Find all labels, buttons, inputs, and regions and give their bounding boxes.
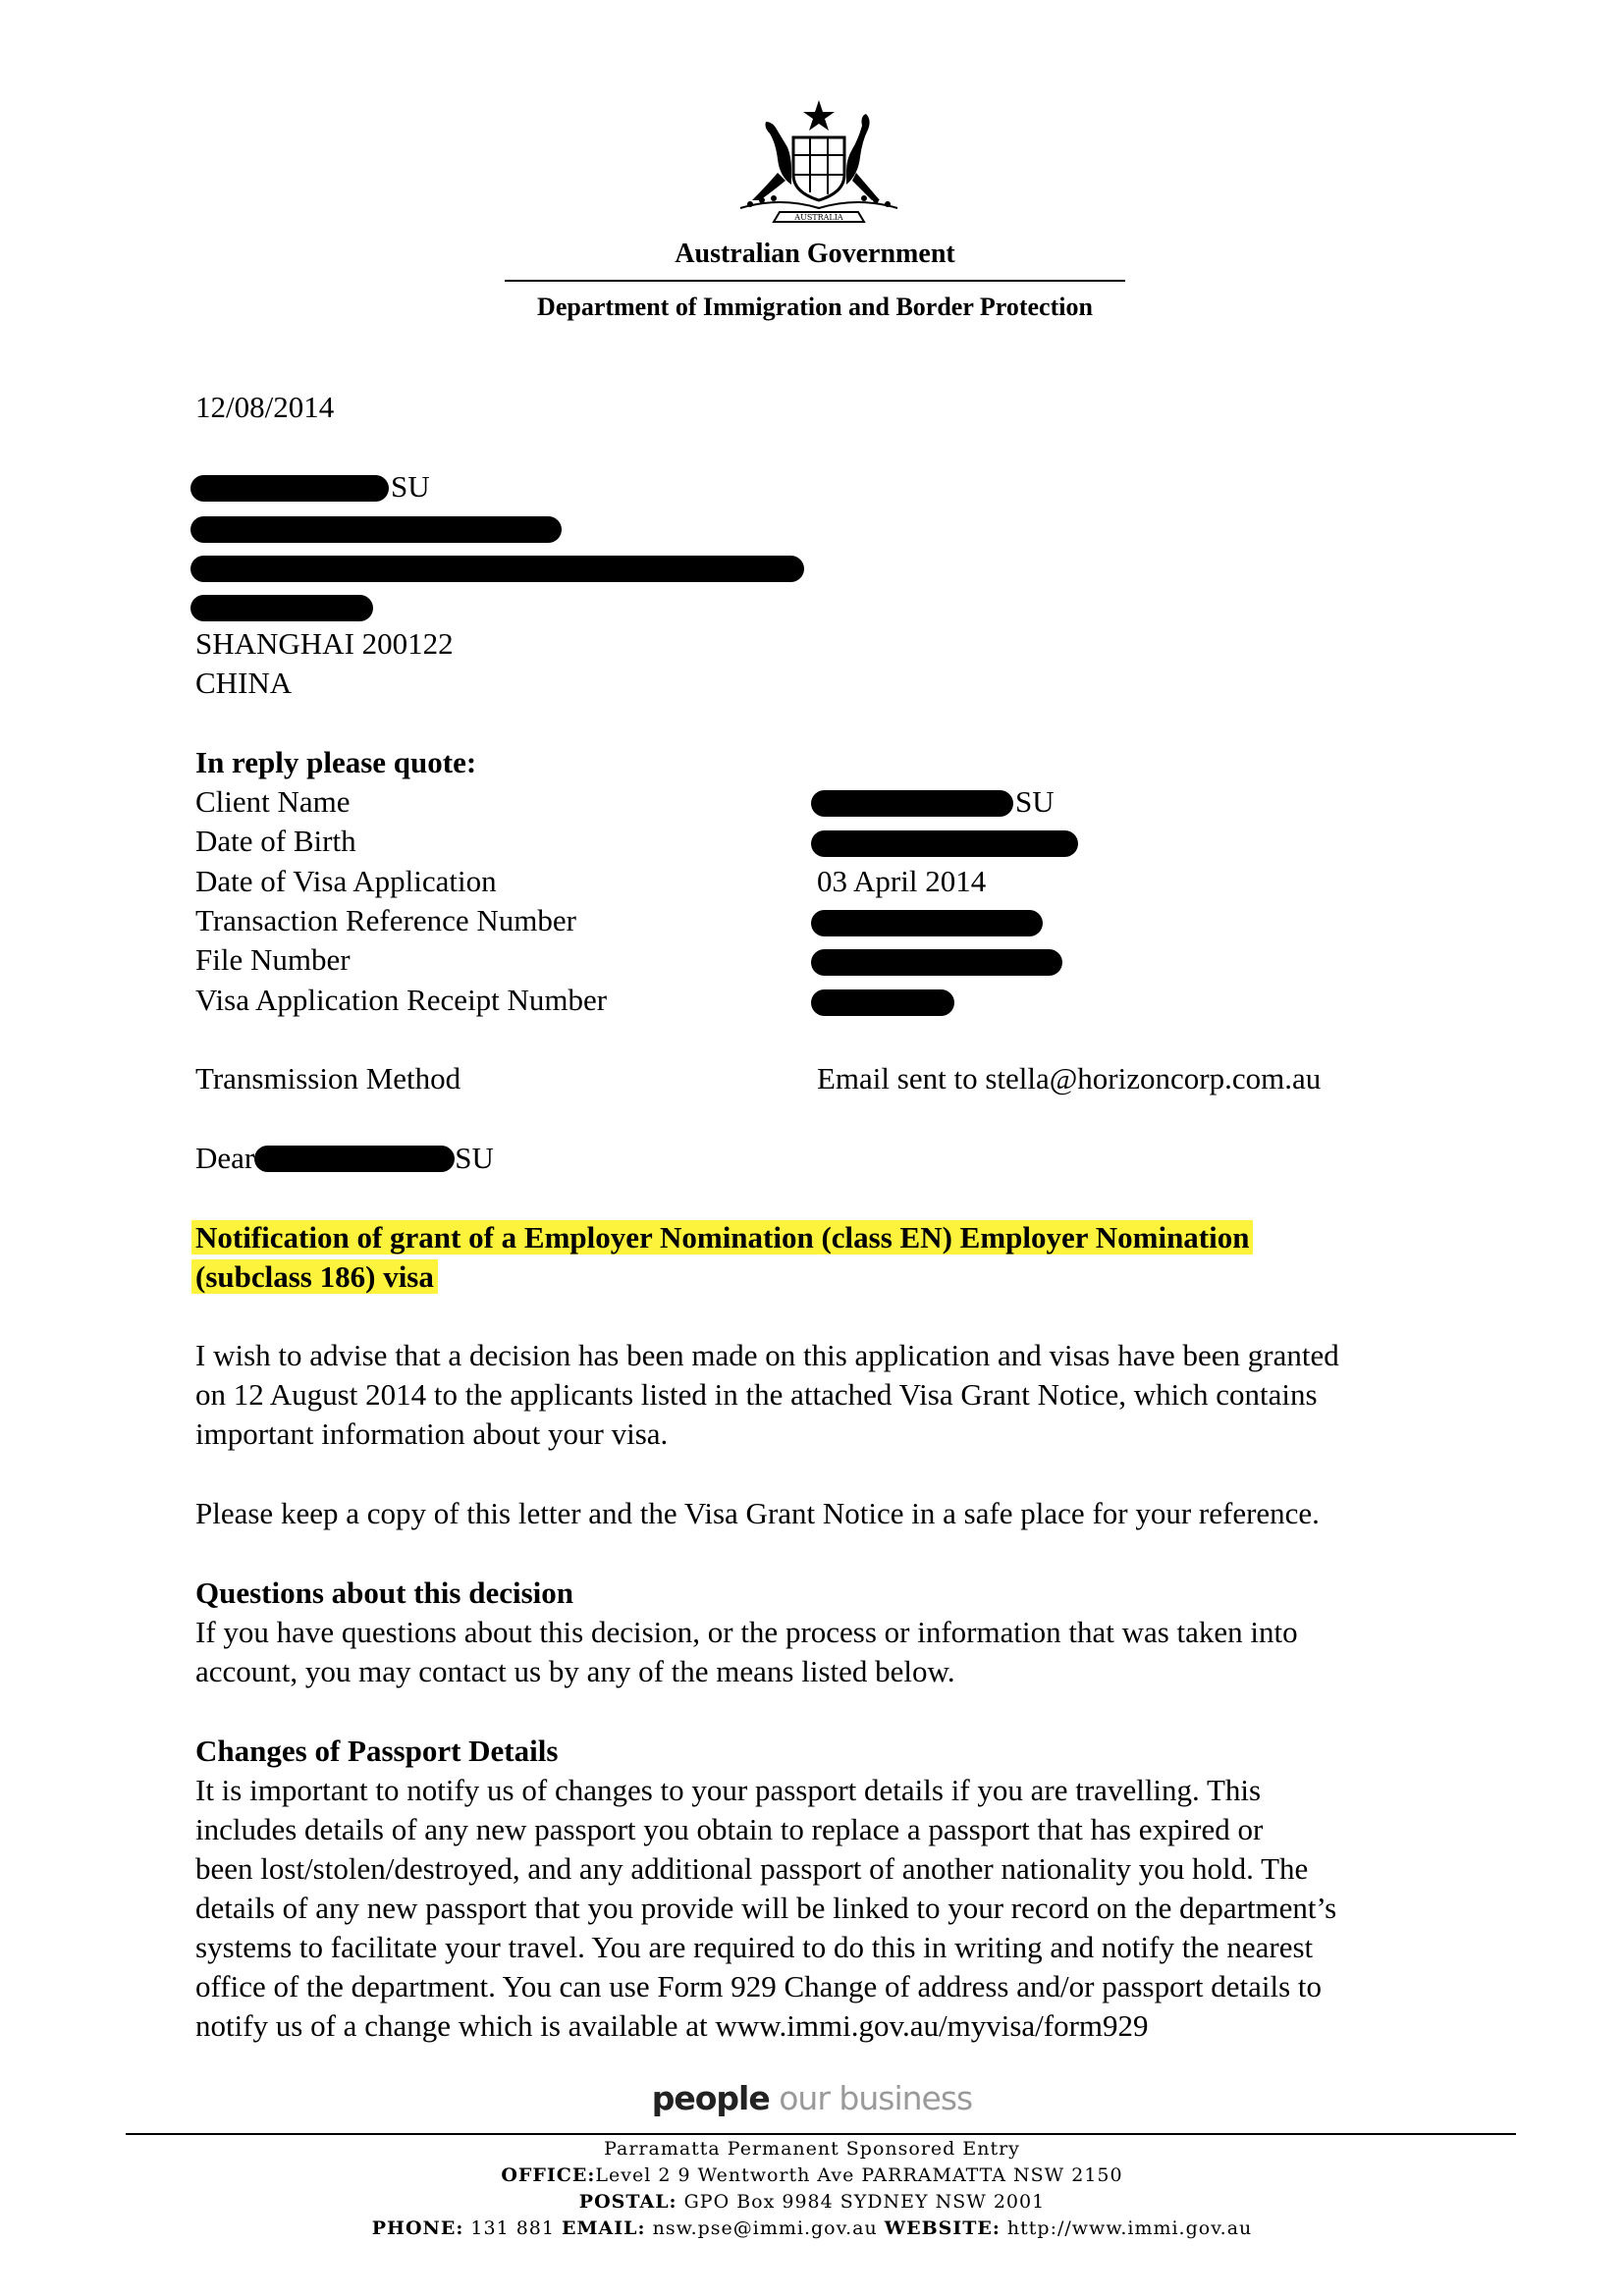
transmission-value: Email sent to stella@horizoncorp.com.au bbox=[817, 1061, 1322, 1095]
body-text: If you have questions about this decision, or the process or information that was taken into bbox=[195, 1615, 1298, 1649]
address-country: CHINA bbox=[195, 666, 293, 700]
body-text: account, you may contact us by any of the means listed below. bbox=[195, 1654, 955, 1688]
government-title: Australian Government bbox=[675, 239, 955, 269]
department-name: Department of Immigration and Border Protection bbox=[537, 293, 1093, 321]
body-text: details of any new passport that you provide will be linked to your record on the department’s bbox=[195, 1891, 1337, 1925]
footer-brand: people our business bbox=[651, 2079, 973, 2117]
redacted-address-line bbox=[190, 516, 562, 543]
quote-value: SU bbox=[1015, 784, 1055, 819]
body-text: office of the department. You can use Form 929 Change of address and/or passport details to bbox=[195, 1969, 1323, 2003]
footer-postal: POSTAL: GPO Box 9984 SYDNEY NSW 2001 bbox=[578, 2191, 1046, 2213]
quote-label: Client Name bbox=[195, 784, 351, 819]
redacted-name bbox=[190, 475, 389, 502]
quote-heading: In reply please quote: bbox=[195, 745, 477, 779]
address-name-suffix: SU bbox=[391, 469, 430, 504]
body-text: on 12 August 2014 to the applicants listed in the attached Visa Grant Notice, which contains bbox=[195, 1377, 1318, 1412]
footer-office-name: Parramatta Permanent Sponsored Entry bbox=[604, 2138, 1020, 2160]
body-text: It is important to notify us of changes to your passport details if you are travelling. This bbox=[195, 1773, 1262, 1807]
body-text: systems to facilitate your travel. You are required to do this in writing and notify the nearest bbox=[195, 1930, 1314, 1964]
salutation-suffix: SU bbox=[455, 1141, 494, 1175]
footer-contact: PHONE: 131 881 EMAIL: nsw.pse@immi.gov.au WEBSITE: http://www.immi.gov.au bbox=[371, 2217, 1253, 2239]
header-divider bbox=[505, 280, 1125, 282]
body-text: includes details of any new passport you obtain to replace a passport that has expired or bbox=[195, 1812, 1264, 1846]
body-text: been lost/stolen/destroyed, and any additional passport of another nationality you hold. The bbox=[195, 1851, 1309, 1886]
footer-divider bbox=[126, 2133, 1516, 2135]
letter-date: 12/08/2014 bbox=[195, 390, 335, 424]
quote-label: Visa Application Receipt Number bbox=[195, 983, 608, 1017]
subject-line: Notification of grant of a Employer Nomination (class EN) Employer Nomination bbox=[195, 1218, 1253, 1257]
coat-of-arms-icon bbox=[731, 98, 907, 231]
body-text: notify us of a change which is available at www.immi.gov.au/myvisa/form929 bbox=[195, 2008, 1149, 2043]
redacted-value bbox=[811, 989, 954, 1016]
redacted-address-line bbox=[190, 556, 804, 582]
section-heading: Changes of Passport Details bbox=[195, 1734, 559, 1768]
quote-label: File Number bbox=[195, 942, 351, 977]
quote-value: 03 April 2014 bbox=[817, 864, 987, 898]
transmission-label: Transmission Method bbox=[195, 1061, 461, 1095]
subject-line: (subclass 186) visa bbox=[195, 1257, 438, 1297]
body-text: important information about your visa. bbox=[195, 1416, 669, 1451]
quote-label: Date of Birth bbox=[195, 824, 356, 858]
redacted-name bbox=[254, 1146, 455, 1172]
body-text: Please keep a copy of this letter and the Visa Grant Notice in a safe place for your reference. bbox=[195, 1496, 1320, 1530]
crest-scroll-text: AUSTRALIA bbox=[794, 213, 843, 222]
redacted-value bbox=[811, 949, 1062, 976]
redacted-value bbox=[811, 910, 1043, 936]
body-text: I wish to advise that a decision has been made on this application and visas have been granted bbox=[195, 1338, 1339, 1372]
quote-label: Date of Visa Application bbox=[195, 864, 497, 898]
quote-label: Transaction Reference Number bbox=[195, 903, 576, 937]
redacted-value bbox=[811, 830, 1078, 857]
section-heading: Questions about this decision bbox=[195, 1575, 574, 1610]
redacted-value bbox=[811, 790, 1013, 817]
salutation-prefix: Dear bbox=[195, 1141, 255, 1175]
redacted-address-line bbox=[190, 595, 373, 621]
salutation bbox=[195, 1139, 494, 1178]
address-city: SHANGHAI 200122 bbox=[195, 626, 454, 661]
footer-office: OFFICE:Level 2 9 Wentworth Ave PARRAMATTA NSW 2150 bbox=[501, 2164, 1123, 2186]
